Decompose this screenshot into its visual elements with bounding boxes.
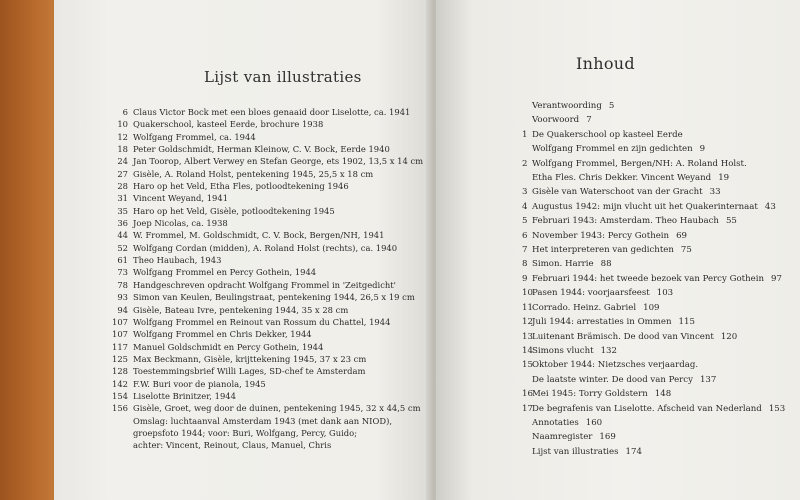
illustration-page-number: 107 xyxy=(112,329,128,340)
toc-entry xyxy=(522,99,800,113)
chapter-page-number: 103 xyxy=(656,288,674,299)
illustration-caption: Toestemmingsbrief Willi Lages, SD-chef te Amsterdam xyxy=(133,366,366,377)
toc-entry xyxy=(522,430,800,444)
toc-entry xyxy=(522,257,800,271)
toc-entry xyxy=(522,373,800,387)
chapter-page-number: 55 xyxy=(725,216,737,227)
page-title: Lijst van illustraties xyxy=(204,68,362,86)
toc-entry xyxy=(522,229,800,243)
illustration-item xyxy=(106,155,426,167)
chapter-page-number: 120 xyxy=(720,331,738,342)
illustration-caption: Jan Toorop, Albert Verwey en Stefan George, ets 1902, 13,5 x 14 cm xyxy=(133,156,424,167)
illustration-page-number: 36 xyxy=(117,218,128,229)
chapter-page-number: 132 xyxy=(600,345,617,356)
toc-entry xyxy=(522,315,800,329)
illustration-item xyxy=(106,304,426,316)
chapter-title: Etha Fles. Chris Dekker. Vincent Weyand xyxy=(532,173,712,184)
chapter-title: Pasen 1944: voorjaarsfeest xyxy=(532,288,650,299)
chapter-title: Verantwoording xyxy=(532,101,602,111)
chapter-title: Corrado. Heinz. Gabriel xyxy=(532,302,637,313)
chapter-page-number: 7 xyxy=(586,115,592,126)
cover-credit-line xyxy=(106,427,426,439)
cover-credit-text: Omslag: luchtaanval Amsterdam 1943 (met dank aan NIOD), xyxy=(133,415,393,426)
illustration-caption: Handgeschreven opdracht Wolfgang Frommel in 'Zeitgedicht' xyxy=(133,279,396,290)
illustration-item xyxy=(106,180,426,192)
chapter-title: De Quakerschool op kasteel Eerde xyxy=(532,129,683,140)
illustration-page-number: 18 xyxy=(117,144,128,155)
illustration-item xyxy=(106,266,426,278)
illustration-page-number: 73 xyxy=(117,267,128,278)
illustration-item xyxy=(106,131,426,143)
chapter-number xyxy=(522,113,532,127)
chapter-title: Oktober 1944: Nietzsches verjaardag. xyxy=(532,360,699,371)
chapter-title: Juli 1944: arrestaties in Ommen xyxy=(532,317,672,328)
chapter-number: 4 xyxy=(522,201,528,212)
chapter-title: Simon. Harrie xyxy=(532,259,594,270)
illustration-page-number: 24 xyxy=(117,156,128,167)
chapter-page-number: 75 xyxy=(680,245,692,256)
toc-entry xyxy=(522,402,800,416)
chapter-title: Gisèle van Waterschoot van der Gracht xyxy=(532,187,703,198)
illustration-page-number: 27 xyxy=(117,168,128,179)
chapter-number: 9 xyxy=(522,273,528,284)
illustration-caption: Liselotte Brinitzer, 1944 xyxy=(133,390,236,401)
toc-entry xyxy=(522,286,800,300)
chapter-title: November 1943: Percy Gothein xyxy=(532,230,670,241)
illustration-page-number: 107 xyxy=(112,316,128,327)
illustration-caption: F.W. Buri voor de pianola, 1945 xyxy=(133,378,266,389)
chapter-number: 8 xyxy=(522,259,528,270)
illustration-item xyxy=(106,106,426,118)
chapter-number: 12 xyxy=(522,317,533,328)
chapter-page-number: 160 xyxy=(585,417,603,428)
illustration-item xyxy=(106,402,426,414)
illustration-item xyxy=(106,192,426,204)
illustration-item xyxy=(106,217,426,229)
illustration-item xyxy=(106,254,426,266)
illustration-item xyxy=(106,341,426,353)
illustration-page-number: 6 xyxy=(122,107,128,117)
chapter-page-number: 43 xyxy=(764,201,776,212)
illustration-item xyxy=(106,328,426,340)
illustration-page-number: 61 xyxy=(117,255,128,266)
toc-entry xyxy=(522,243,800,257)
chapter-number xyxy=(522,99,532,113)
chapter-number xyxy=(522,142,532,156)
chapter-title: De laatste winter. De dood van Percy xyxy=(532,374,693,385)
illustration-caption: Wolfgang Frommel en Percy Gothein, 1944 xyxy=(133,267,317,278)
chapter-page-number: 148 xyxy=(654,389,672,400)
illustration-page-number: 78 xyxy=(117,279,128,290)
chapter-page-number: 169 xyxy=(599,432,616,443)
illustration-caption: Claus Victor Bock met een bloes genaaid door Liselotte, ca. 1941 xyxy=(133,107,411,117)
illustration-item xyxy=(106,353,426,365)
illustration-page-number: 35 xyxy=(117,205,128,216)
chapter-number: 13 xyxy=(522,331,533,342)
cover-credit-text: achter: Vincent, Reinout, Claus, Manuel, Chris xyxy=(133,440,332,451)
chapter-number: 17 xyxy=(522,403,533,414)
toc-title: Inhoud xyxy=(576,54,635,73)
chapter-page-number: 88 xyxy=(600,259,612,270)
illustration-caption: Vincent Weyand, 1941 xyxy=(133,193,229,204)
toc-entry xyxy=(522,344,800,358)
toc-entry xyxy=(522,214,800,228)
chapter-page-number: 19 xyxy=(718,173,730,184)
illustration-page-number: 44 xyxy=(117,230,128,241)
toc-entry xyxy=(522,301,800,315)
illustration-caption: Wolfgang Frommel en Reinout van Rossum du Chattel, 1944 xyxy=(133,316,391,327)
chapter-number xyxy=(522,171,532,185)
toc-entry xyxy=(522,157,800,171)
illustration-caption: Gisèle, Groet, weg door de duinen, pentekening 1945, 32 x 44,5 cm xyxy=(133,403,421,414)
toc-entry xyxy=(522,445,800,459)
illustration-page-number: 142 xyxy=(112,378,128,389)
chapter-title: Augustus 1942: mijn vlucht uit het Quakerinternaat xyxy=(532,201,758,212)
chapter-page-number: 115 xyxy=(678,317,695,328)
toc-entry xyxy=(522,113,800,127)
right-page xyxy=(436,0,800,500)
illustration-item xyxy=(106,143,426,155)
chapter-number: 11 xyxy=(522,302,533,313)
illustration-caption: Theo Haubach, 1943 xyxy=(133,255,222,266)
illustration-caption: Max Beckmann, Gisèle, krijttekening 1945, 37 x 23 cm xyxy=(133,353,367,364)
illustration-caption: W. Frommel, M. Goldschmidt, C. V. Bock, Bergen/NH, 1941 xyxy=(133,230,385,241)
illustration-caption: Manuel Goldschmidt en Percy Gothein, 1944 xyxy=(133,341,324,352)
illustration-list xyxy=(106,106,426,452)
chapter-page-number: 153 xyxy=(768,403,786,414)
chapter-title: Lijst van illustraties xyxy=(532,446,619,457)
illustration-caption: Quakerschool, kasteel Eerde, brochure 1938 xyxy=(133,119,324,130)
illustration-item xyxy=(106,365,426,377)
illustration-caption: Haro op het Veld, Etha Fles, potloodtekening 1946 xyxy=(133,181,349,192)
illustration-item xyxy=(106,378,426,390)
chapter-number: 10 xyxy=(522,288,533,299)
chapter-title: Simons vlucht xyxy=(532,345,594,356)
illustration-page-number: 12 xyxy=(117,131,128,142)
chapter-title: Luitenant Brämisch. De dood van Vincent xyxy=(532,331,714,342)
chapter-page-number: 33 xyxy=(709,187,721,198)
chapter-page-number: 9 xyxy=(699,144,706,155)
open-book xyxy=(46,0,800,500)
illustration-caption: Wolfgang Frommel, ca. 1944 xyxy=(133,131,256,142)
toc-entry xyxy=(522,387,800,401)
illustration-caption: Simon van Keulen, Beulingstraat, pentekening 1944, 26,5 x 19 cm xyxy=(133,292,415,303)
illustration-page-number: 93 xyxy=(117,292,128,303)
toc-entry xyxy=(522,185,800,199)
toc-entry xyxy=(522,330,800,344)
chapter-title: Wolfgang Frommel, Bergen/NH: A. Roland Holst. xyxy=(532,158,747,169)
chapter-number: 5 xyxy=(522,216,528,227)
illustration-page-number: 156 xyxy=(112,403,128,414)
chapter-number: 1 xyxy=(522,129,528,140)
illustration-item xyxy=(106,279,426,291)
illustration-item xyxy=(106,291,426,303)
chapter-title: Februari 1944: het tweede bezoek van Percy Gothein xyxy=(532,273,764,284)
illustration-page-number: 117 xyxy=(112,341,128,352)
chapter-page-number: 109 xyxy=(643,302,660,313)
chapter-number: 16 xyxy=(522,389,533,400)
table-of-contents xyxy=(522,99,800,459)
chapter-title: Annotaties xyxy=(532,417,579,428)
cover-credit-line xyxy=(106,439,426,451)
chapter-page-number: 69 xyxy=(676,230,688,241)
chapter-page-number: 137 xyxy=(699,374,717,385)
chapter-title: Wolfgang Frommel en zijn gedichten xyxy=(532,144,693,155)
chapter-title: Naamregister xyxy=(532,432,593,443)
illustration-item xyxy=(106,118,426,130)
toc-entry xyxy=(522,171,800,185)
illustration-page-number: 28 xyxy=(117,181,128,192)
toc-entry xyxy=(522,416,800,430)
illustration-caption: Wolfgang Frommel en Chris Dekker, 1944 xyxy=(133,329,312,340)
illustration-item xyxy=(106,168,426,180)
illustration-page-number: 128 xyxy=(112,366,128,377)
illustration-item xyxy=(106,229,426,241)
chapter-number: 2 xyxy=(522,158,528,169)
chapter-title: De begrafenis van Liselotte. Afscheid van Nederland xyxy=(532,403,762,414)
chapter-page-number: 174 xyxy=(625,446,642,457)
cover-credit-text: groepsfoto 1944; voor: Buri, Wolfgang, Percy, Guido; xyxy=(133,427,358,438)
chapter-number xyxy=(522,416,532,430)
chapter-page-number: 5 xyxy=(608,101,615,111)
chapter-number: 6 xyxy=(522,230,528,241)
illustration-caption: Peter Goldschmidt, Herman Kleinow, C. V. Bock, Eerde 1940 xyxy=(133,144,390,155)
illustration-caption: Haro op het Veld, Gisèle, potloodtekening 1945 xyxy=(133,205,335,216)
illustration-caption: Gisèle, Bateau Ivre, pentekening 1944, 35 x 28 cm xyxy=(133,304,349,315)
cover-credit-line xyxy=(106,415,426,427)
chapter-title: Mei 1945: Torry Goldstern xyxy=(532,389,648,400)
toc-entry xyxy=(522,272,800,286)
chapter-number xyxy=(522,430,532,444)
illustration-page-number: 125 xyxy=(112,353,128,364)
left-page xyxy=(54,0,432,500)
toc-entry xyxy=(522,358,800,372)
toc-entry xyxy=(522,200,800,214)
chapter-title: Februari 1943: Amsterdam. Theo Haubach xyxy=(532,216,719,227)
illustration-page-number: 94 xyxy=(117,304,128,315)
chapter-title: Voorwoord xyxy=(532,115,580,126)
illustration-caption: Gisèle, A. Roland Holst, pentekening 1945, 25,5 x 18 cm xyxy=(133,168,374,179)
toc-entry xyxy=(522,128,800,142)
illustration-item xyxy=(106,316,426,328)
illustration-page-number: 31 xyxy=(117,193,128,204)
illustration-caption: Wolfgang Cordan (midden), A. Roland Holst (rechts), ca. 1940 xyxy=(133,242,398,253)
illustration-page-number: 52 xyxy=(117,242,128,253)
chapter-number xyxy=(522,445,532,459)
chapter-number: 15 xyxy=(522,360,533,371)
chapter-number xyxy=(522,373,532,387)
illustration-item xyxy=(106,242,426,254)
chapter-number: 14 xyxy=(522,345,533,356)
illustration-item xyxy=(106,390,426,402)
chapter-number: 7 xyxy=(522,245,528,256)
illustration-item xyxy=(106,205,426,217)
illustration-caption: Joep Nicolas, ca. 1938 xyxy=(133,218,228,229)
illustration-page-number: 10 xyxy=(117,119,128,130)
illustration-page-number: 154 xyxy=(112,390,128,401)
chapter-number: 3 xyxy=(522,187,528,198)
chapter-page-number: 97 xyxy=(770,273,782,284)
toc-entry xyxy=(522,142,800,156)
chapter-title: Het interpreteren van gedichten xyxy=(532,245,674,256)
